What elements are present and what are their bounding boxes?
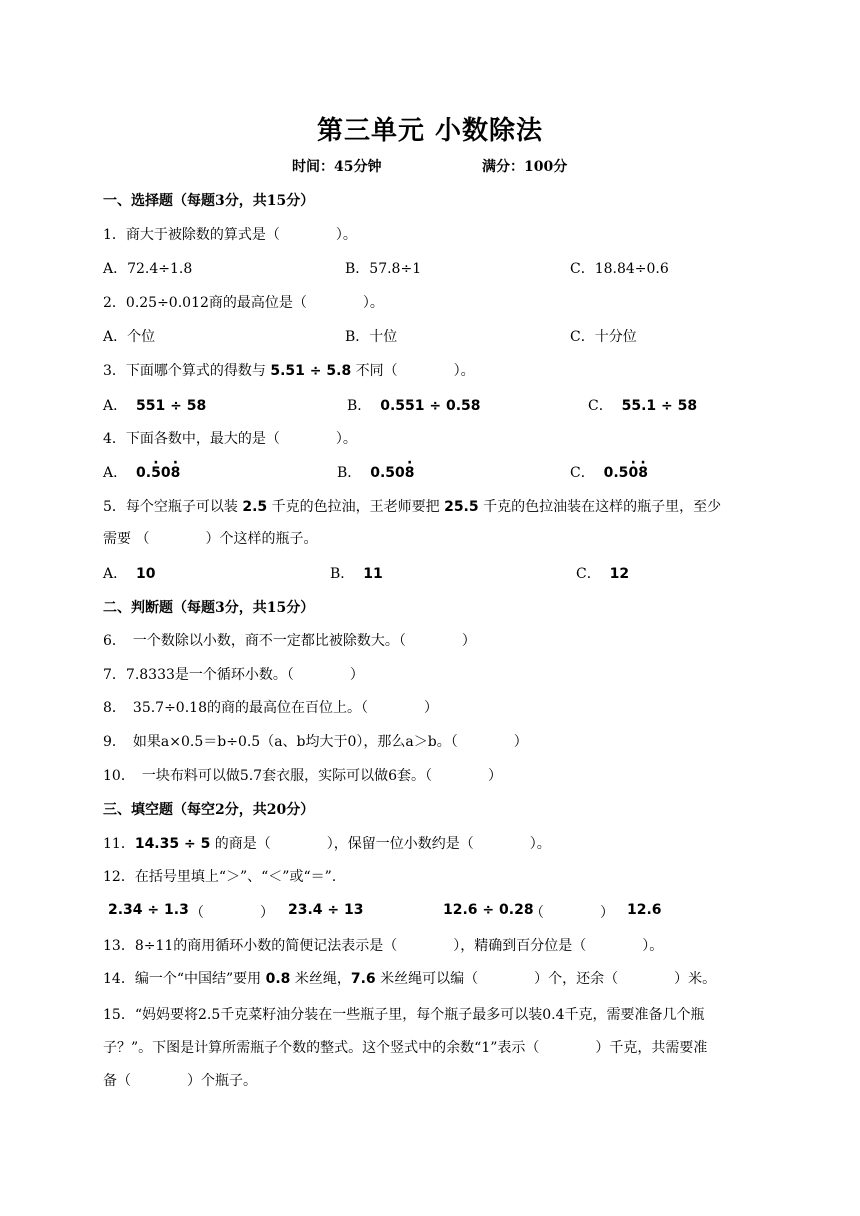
judge-7: 7．7.8333是一个循环小数。（ ） bbox=[103, 667, 364, 683]
section-choice-heading: 一、选择题（每题3分，共15分） bbox=[103, 193, 315, 209]
judge-6: 6． 一个数除以小数，商不一定都比被除数大。（ ） bbox=[103, 633, 476, 649]
q2-option-c: C．十分位 bbox=[570, 329, 637, 345]
section-fill-heading: 三、填空题（每空2分，共20分） bbox=[103, 802, 315, 818]
question-5-line-1: 5．每个空瓶子可以装 2.5 千克的色拉油，王老师要把 25.5 千克的色拉油装在这样的瓶子里，至少 bbox=[103, 499, 722, 515]
q1-option-c: C．18.84÷0.6 bbox=[570, 261, 669, 277]
judge-10: 10． 一块布料可以做5.7套衣服，实际可以做6套。（ ） bbox=[103, 768, 502, 784]
section-judge-heading: 二、判断题（每题3分，共15分） bbox=[103, 600, 315, 616]
fill-12-expr-4: 12.6 bbox=[627, 902, 662, 918]
fill-12-blank-2: （ ） bbox=[530, 905, 614, 921]
q4-option-c: C． 0.5· 0· 8 bbox=[570, 462, 648, 482]
question-5-line-2: 需要 （ ）个这样的瓶子。 bbox=[103, 531, 318, 547]
fill-15-line-2: 子？”。下图是计算所需瓶子个数的整式。这个竖式中的余数“1”表示（ ）千克，共需要准 bbox=[103, 1040, 708, 1056]
q3-option-a: A． 551 ÷ 58 bbox=[103, 398, 207, 414]
fill-12: 12．在括号里填上“＞”、“＜”或“＝”. bbox=[103, 869, 337, 885]
judge-8: 8． 35.7÷0.18的商的最高位在百位上。（ ） bbox=[103, 700, 438, 716]
question-2: 2．0.25÷0.012商的最高位是（ ）。 bbox=[103, 295, 384, 311]
judge-9: 9． 如果a×0.5＝b÷0.5（a、b均大于0），那么a＞b。（ ） bbox=[103, 734, 528, 750]
fill-15-line-3: 备（ ）个瓶子。 bbox=[103, 1073, 257, 1089]
q5-option-b: B． 11 bbox=[330, 566, 383, 582]
q3-expression: 5.51 ÷ 5.8 bbox=[270, 363, 352, 379]
q1-option-b: B．57.8÷1 bbox=[345, 261, 422, 277]
fill-12-expr-2: 23.4 ÷ 13 bbox=[288, 902, 364, 918]
q5-option-a: A． 10 bbox=[103, 566, 156, 582]
fill-14: 14．编一个“中国结”要用 0.8 米丝绳，7.6 米丝绳可以编（ ）个，还余（ ）米。 bbox=[103, 971, 717, 987]
q3-option-c: C． 55.1 ÷ 58 bbox=[588, 398, 698, 414]
fill-12-expr-1: 2.34 ÷ 1.3 bbox=[108, 902, 189, 918]
fill-11: 11．14.35 ÷ 5 的商是（ ），保留一位小数约是（ ）。 bbox=[103, 836, 551, 852]
fill-12-blank-1: （ ） bbox=[190, 905, 274, 921]
question-1: 1．商大于被除数的算式是（ ）。 bbox=[103, 227, 357, 243]
q4-option-b: B． 0.50· 8 bbox=[337, 462, 415, 482]
q2-option-b: B．十位 bbox=[345, 329, 398, 345]
page-title: 第三单元 小数除法 bbox=[316, 116, 544, 146]
question-4: 4．下面各数中，最大的是（ ）。 bbox=[103, 431, 357, 447]
exam-time: 时间：45分钟 bbox=[292, 159, 382, 175]
question-3: 3．下面哪个算式的得数与 5.51 ÷ 5.8 不同（ ）。 bbox=[103, 363, 475, 379]
fill-13: 13．8÷11的商用循环小数的简便记法表示是（ ），精确到百分位是（ ）。 bbox=[103, 938, 664, 954]
q2-option-a: A．个位 bbox=[103, 329, 156, 345]
q5-option-c: C． 12 bbox=[576, 566, 630, 582]
fill-15-line-1: 15．“妈妈要将2.5千克菜籽油分装在一些瓶子里，每个瓶子最多可以装0.4千克，需要准备几个瓶 bbox=[103, 1007, 705, 1023]
fill-12-expr-3: 12.6 ÷ 0.28 bbox=[443, 902, 534, 918]
q3-option-b: B． 0.551 ÷ 0.58 bbox=[347, 398, 481, 414]
exam-full-score: 满分：100分 bbox=[482, 159, 568, 175]
q4-option-a: A． 0.· 50· 8 bbox=[103, 462, 180, 482]
q1-option-a: A．72.4÷1.8 bbox=[103, 261, 193, 277]
